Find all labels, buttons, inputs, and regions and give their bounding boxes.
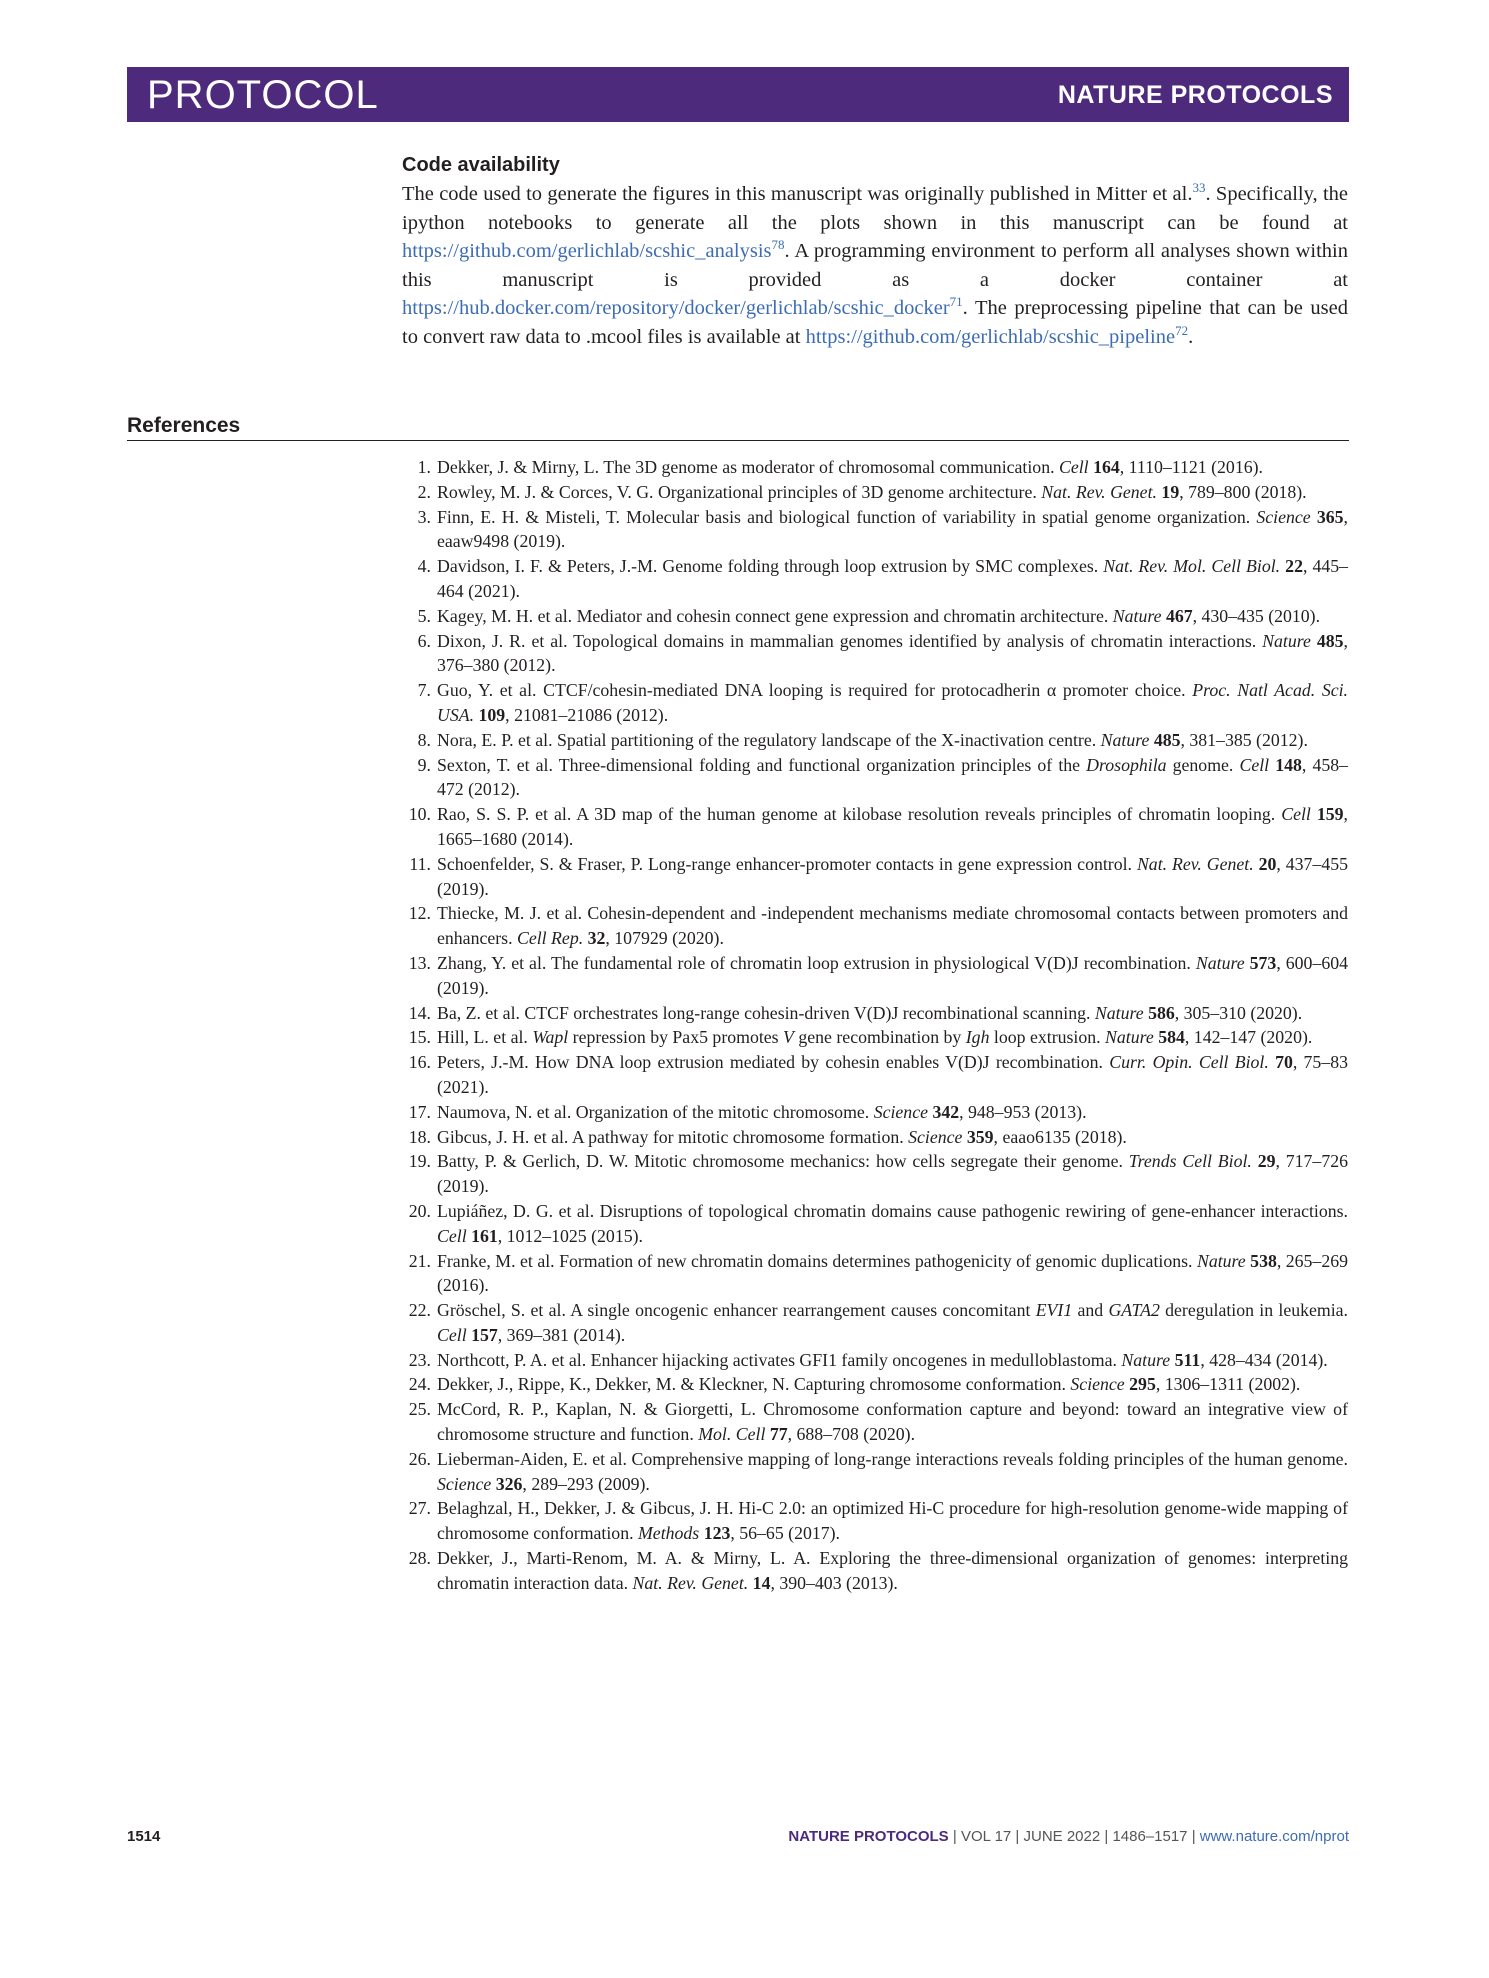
reference-journal: Nature	[1195, 952, 1245, 973]
reference-text: Peters, J.-M. How DNA loop extrusion mediated by cohesin enables V(D)J recombination.	[437, 1052, 1110, 1073]
reference-journal: Science	[873, 1101, 928, 1122]
reference-item	[402, 1546, 1348, 1596]
reference-item	[402, 951, 1348, 1001]
reference-item	[402, 1149, 1348, 1199]
code-text-3: . A programming environment to perform all analyses shown within this manuscript is provided as a docker container at	[402, 240, 1348, 291]
reference-pages-year: , 1012–1025 (2015).	[497, 1225, 643, 1246]
reference-pages-year: , 56–65 (2017).	[730, 1523, 840, 1544]
scshic-pipeline-link[interactable]: https://github.com/gerlichlab/scshic_pipeline	[805, 325, 1176, 348]
reference-journal: Cell	[1058, 457, 1089, 477]
reference-item	[402, 1496, 1348, 1546]
reference-number: 9.	[417, 754, 431, 775]
reference-item	[402, 1100, 1348, 1125]
reference-text: Schoenfelder, S. & Fraser, P. Long-range enhancer-promoter contacts in gene expression control.	[437, 853, 1137, 874]
reference-item	[402, 1199, 1348, 1249]
reference-journal: Nature	[1105, 1027, 1154, 1048]
footer-separator: |	[1187, 1828, 1200, 1845]
reference-journal: Science	[1256, 506, 1311, 527]
reference-list	[402, 455, 1348, 1596]
reference-item	[402, 753, 1348, 803]
code-availability-paragraph	[402, 180, 1348, 352]
reference-text: Lupiáñez, D. G. et al. Disruptions of topological chromatin domains cause pathogenic rewiring of gene-enhancer interactions.	[437, 1200, 1348, 1221]
ref-78-superscript[interactable]	[772, 237, 785, 252]
ref-72-link[interactable]: 72	[1175, 323, 1189, 339]
reference-pages-year: , 107929 (2020).	[605, 928, 724, 949]
reference-journal: Nat. Rev. Mol. Cell Biol.	[1103, 556, 1281, 577]
ref-71-link[interactable]: 71	[949, 294, 963, 310]
reference-pages-year: , 1665–1680 (2014).	[437, 804, 1348, 849]
reference-text: Northcott, P. A. et al. Enhancer hijacking activates GFI1 family oncogenes in medulloblastoma.	[437, 1349, 1122, 1370]
page-footer	[127, 1826, 1349, 1848]
reference-pages-year: , 445–464 (2021).	[437, 556, 1349, 601]
reference-text: Davidson, I. F. & Peters, J.-M. Genome folding through loop extrusion by SMC complexes.	[437, 556, 1104, 577]
reference-pages-year: , 948–953 (2013).	[959, 1101, 1087, 1122]
reference-journal: Nature	[1100, 729, 1150, 750]
reference-volume: 511	[1174, 1349, 1201, 1370]
reference-journal: Nature	[1094, 1002, 1144, 1023]
reference-volume: 586	[1148, 1002, 1175, 1023]
reference-item	[402, 1298, 1348, 1348]
reference-journal: Nature	[1112, 605, 1162, 626]
reference-pages-year: , eaao6135 (2018).	[993, 1126, 1127, 1147]
reference-italic-term: Drosophila	[1086, 754, 1167, 775]
reference-journal: Trends Cell Biol.	[1128, 1151, 1252, 1172]
reference-item	[402, 1050, 1348, 1100]
header-banner	[127, 67, 1349, 122]
reference-text: gene recombination by	[793, 1027, 966, 1048]
reference-number: 8.	[417, 729, 431, 750]
reference-text: Dekker, J., Marti-Renom, M. A. & Mirny, L. A. Exploring the three-dimensional organization of genomes: interpreting chromatin interaction data.	[437, 1548, 1348, 1593]
reference-item	[402, 678, 1348, 728]
ref-33-superscript[interactable]	[1192, 180, 1205, 195]
reference-journal: Nature	[1121, 1349, 1171, 1370]
references-heading: References	[127, 414, 241, 437]
reference-number: 21.	[408, 1250, 431, 1271]
reference-number: 6.	[417, 630, 431, 651]
reference-item	[402, 1001, 1348, 1026]
footer-journal: NATURE PROTOCOLS	[788, 1828, 949, 1845]
reference-journal: Nature	[1262, 630, 1311, 651]
reference-volume: 573	[1249, 952, 1277, 973]
reference-journal: Cell	[437, 1324, 467, 1345]
reference-journal: Proc. Natl Acad. Sci. USA.	[437, 680, 1348, 725]
reference-item	[402, 604, 1348, 629]
reference-pages-year: , 430–435 (2010).	[1192, 605, 1321, 626]
reference-volume: 32	[587, 928, 606, 949]
reference-journal: Science	[437, 1473, 492, 1494]
page-number: 1514	[127, 1828, 161, 1845]
reference-text: Dekker, J. & Mirny, L. The 3D genome as moderator of chromosomal communication.	[437, 457, 1059, 477]
footer-url-link[interactable]: www.nature.com/nprot	[1199, 1828, 1349, 1845]
reference-volume: 467	[1165, 605, 1193, 626]
reference-journal: Cell Rep.	[516, 928, 584, 949]
reference-journal: Nat. Rev. Genet.	[1136, 853, 1254, 874]
reference-pages-year: , 688–708 (2020).	[787, 1424, 916, 1445]
reference-item	[402, 554, 1348, 604]
reference-text: Thiecke, M. J. et al. Cohesin-dependent and -independent mechanisms mediate chromosomal contacts between promoters and enhancers.	[437, 903, 1348, 949]
reference-pages-year: , 369–381 (2014).	[497, 1324, 626, 1345]
reference-volume: 77	[769, 1424, 788, 1445]
reference-text: Belaghzal, H., Dekker, J. & Gibcus, J. H. Hi-C 2.0: an optimized Hi-C procedure for high-resolution genome-wide mapping of chromosome conformation.	[437, 1498, 1348, 1544]
reference-volume: 538	[1250, 1250, 1277, 1271]
reference-pages-year: , 381–385 (2012).	[1180, 729, 1308, 750]
reference-journal: Methods	[637, 1523, 700, 1544]
reference-italic-term: Wapl	[532, 1027, 569, 1048]
reference-pages-year: , 600–604 (2019).	[437, 952, 1349, 998]
section-label: PROTOCOL	[147, 73, 379, 117]
reference-journal: Nat. Rev. Genet.	[1041, 481, 1157, 502]
reference-number: 13.	[408, 952, 431, 973]
reference-pages-year: , 428–434 (2014).	[1200, 1349, 1328, 1370]
code-text-1: The code used to generate the figures in this manuscript was originally published in Mitter et al.	[402, 183, 1193, 205]
reference-italic-term: Igh	[965, 1027, 990, 1048]
reference-pages-year: , 75–83 (2021).	[437, 1052, 1348, 1097]
footer-separator: |	[1011, 1828, 1024, 1845]
reference-item	[402, 455, 1348, 480]
reference-text: Rao, S. S. P. et al. A 3D map of the human genome at kilobase resolution reveals principles of chromatin looping.	[437, 804, 1282, 825]
reference-text: Hill, L. et al.	[437, 1027, 533, 1048]
reference-text: McCord, R. P., Kaplan, N. & Giorgetti, L. Chromosome conformation capture and beyond: toward an integrative view of chromosome structure and function.	[437, 1399, 1348, 1445]
reference-item	[402, 1348, 1348, 1373]
scshic-analysis-link[interactable]: https://github.com/gerlichlab/scshic_analysis	[402, 240, 772, 263]
reference-volume: 485	[1153, 729, 1181, 750]
footer-date: JUNE 2022	[1023, 1828, 1101, 1845]
reference-volume: 365	[1316, 506, 1344, 527]
reference-item	[402, 1249, 1348, 1299]
reference-item	[402, 629, 1348, 679]
reference-item	[402, 728, 1348, 753]
reference-pages-year: , 390–403 (2013).	[770, 1572, 898, 1593]
reference-pages-year: , 458–472 (2012).	[437, 754, 1349, 800]
reference-pages-year: , 1110–1121 (2016).	[1119, 457, 1263, 477]
reference-pages-year: , eaaw9498 (2019).	[437, 506, 1348, 552]
reference-journal: Nature	[1196, 1250, 1246, 1271]
reference-pages-year: , 1306–1311 (2002).	[1155, 1374, 1301, 1395]
reference-text: Franke, M. et al. Formation of new chromatin domains determines pathogenicity of genomic duplications.	[437, 1250, 1197, 1271]
footer-citation	[788, 1826, 1349, 1848]
reference-text: Finn, E. H. & Misteli, T. Molecular basis and biological function of variability in spatial genome organization.	[437, 506, 1257, 527]
ref-33-link[interactable]: 33	[1192, 180, 1206, 196]
reference-number: 15.	[408, 1027, 431, 1048]
reference-text: Sexton, T. et al. Three-dimensional folding and functional organization principles of the	[437, 754, 1087, 775]
reference-item	[402, 901, 1348, 951]
footer-pages: 1486–1517	[1112, 1828, 1188, 1845]
reference-number: 19.	[408, 1151, 431, 1172]
reference-number: 28.	[408, 1548, 431, 1569]
reference-volume: 584	[1158, 1027, 1185, 1048]
reference-pages-year: , 21081–21086 (2012).	[505, 704, 669, 725]
reference-text: Lieberman-Aiden, E. et al. Comprehensive mapping of long-range interactions reveals folding principles of the human genome.	[437, 1448, 1348, 1469]
reference-text: Zhang, Y. et al. The fundamental role of chromatin loop extrusion in physiological V(D)J recombination.	[437, 952, 1196, 973]
reference-text: deregulation in leukemia.	[1159, 1300, 1348, 1321]
reference-journal: Science	[1070, 1374, 1125, 1395]
reference-journal: Mol. Cell	[698, 1424, 766, 1445]
footer-separator: |	[948, 1828, 961, 1845]
reference-number: 4.	[417, 556, 431, 577]
reference-volume: 485	[1316, 630, 1344, 651]
reference-number: 22.	[408, 1300, 431, 1321]
reference-item	[402, 1397, 1348, 1447]
reference-pages-year: , 142–147 (2020).	[1184, 1027, 1313, 1048]
ref-78-link[interactable]: 78	[771, 237, 785, 253]
reference-number: 14.	[408, 1002, 431, 1023]
reference-item	[402, 802, 1348, 852]
reference-text: repression by Pax5 promotes	[568, 1027, 784, 1048]
reference-pages-year: , 717–726 (2019).	[437, 1151, 1348, 1197]
reference-pages-year: , 265–269 (2016).	[437, 1250, 1349, 1296]
references-divider	[127, 440, 1349, 441]
ref-71-superscript[interactable]	[950, 295, 963, 310]
reference-pages-year: , 789–800 (2018).	[1179, 481, 1307, 502]
reference-number: 11.	[409, 853, 431, 874]
reference-italic-term: EVI1	[1035, 1300, 1073, 1321]
reference-text: Rowley, M. J. & Corces, V. G. Organizational principles of 3D genome architecture.	[437, 481, 1042, 502]
reference-italic-term: GATA2	[1108, 1300, 1160, 1321]
code-text-5: .	[1188, 325, 1194, 348]
reference-volume: 159	[1316, 804, 1344, 825]
reference-text: Batty, P. & Gerlich, D. W. Mitotic chromosome mechanics: how cells segregate their genome.	[437, 1151, 1129, 1172]
reference-number: 25.	[408, 1399, 431, 1420]
reference-volume: 161	[471, 1225, 498, 1246]
reference-number: 18.	[408, 1126, 431, 1147]
ref-72-superscript[interactable]	[1175, 323, 1188, 338]
reference-text: and	[1072, 1300, 1109, 1321]
reference-volume: 342	[932, 1101, 960, 1122]
scshic-docker-link[interactable]: https://hub.docker.com/repository/docker/gerlichlab/scshic_docker	[402, 297, 950, 320]
reference-item	[402, 1372, 1348, 1397]
reference-text: Nora, E. P. et al. Spatial partitioning of the regulatory landscape of the X-inactivation centre.	[437, 729, 1101, 750]
reference-pages-year: , 289–293 (2009).	[522, 1473, 650, 1494]
reference-number: 7.	[417, 680, 431, 701]
reference-text: loop extrusion.	[989, 1027, 1106, 1048]
reference-item	[402, 480, 1348, 505]
code-availability-heading: Code availability	[402, 154, 560, 176]
reference-item	[402, 1447, 1348, 1497]
reference-journal: Cell	[1281, 804, 1311, 825]
reference-number: 1.	[417, 457, 431, 477]
reference-number: 5.	[417, 605, 431, 626]
footer-separator: |	[1100, 1828, 1113, 1845]
reference-text: Guo, Y. et al. CTCF/cohesin-mediated DNA looping is required for protocadherin α promoter choice.	[437, 680, 1193, 701]
reference-volume: 20	[1258, 853, 1277, 874]
reference-volume: 70	[1275, 1052, 1293, 1073]
reference-text: Dekker, J., Rippe, K., Dekker, M. & Kleckner, N. Capturing chromosome conformation.	[437, 1374, 1071, 1395]
reference-item	[402, 1125, 1348, 1150]
reference-journal: Cell	[1239, 754, 1270, 775]
reference-number: 27.	[408, 1498, 431, 1519]
reference-pages-year: , 305–310 (2020).	[1174, 1002, 1303, 1023]
reference-journal: Cell	[437, 1225, 467, 1246]
reference-number: 16.	[408, 1052, 431, 1073]
journal-name: NATURE PROTOCOLS	[1057, 81, 1333, 109]
reference-journal: Nat. Rev. Genet.	[632, 1572, 749, 1593]
reference-number: 23.	[408, 1349, 431, 1370]
reference-volume: 148	[1275, 754, 1302, 775]
reference-volume: 22	[1285, 556, 1303, 577]
reference-number: 20.	[408, 1200, 431, 1221]
reference-volume: 157	[471, 1324, 498, 1345]
reference-volume: 123	[703, 1523, 731, 1544]
reference-text: Dixon, J. R. et al. Topological domains in mammalian genomes identified by analysis of chromatin interactions.	[437, 630, 1263, 651]
reference-text: Kagey, M. H. et al. Mediator and cohesin connect gene expression and chromatin architecture.	[437, 605, 1113, 626]
footer-volume: VOL 17	[960, 1828, 1012, 1845]
reference-text: Gröschel, S. et al. A single oncogenic enhancer rearrangement causes concomitant	[437, 1300, 1036, 1321]
reference-volume: 359	[966, 1126, 994, 1147]
reference-pages-year: , 376–380 (2012).	[437, 630, 1348, 676]
reference-volume: 14	[752, 1572, 771, 1593]
reference-volume: 326	[495, 1473, 523, 1494]
reference-volume: 19	[1161, 481, 1180, 502]
reference-number: 12.	[408, 903, 431, 924]
reference-volume: 295	[1129, 1374, 1156, 1395]
reference-volume: 164	[1093, 457, 1120, 477]
reference-pages-year: , 437–455 (2019).	[437, 853, 1348, 899]
reference-text: Gibcus, J. H. et al. A pathway for mitotic chromosome formation.	[437, 1126, 909, 1147]
reference-number: 24.	[408, 1374, 431, 1395]
code-text-4: . The preprocessing pipeline that can be used to convert raw data to .mcool files is available at	[402, 297, 1348, 348]
reference-number: 26.	[408, 1448, 431, 1469]
reference-number: 2.	[417, 481, 431, 502]
reference-number: 3.	[417, 506, 431, 527]
reference-journal: Science	[908, 1126, 963, 1147]
reference-text: Naumova, N. et al. Organization of the mitotic chromosome.	[437, 1101, 874, 1122]
reference-journal: Curr. Opin. Cell Biol.	[1109, 1052, 1269, 1073]
reference-text: Ba, Z. et al. CTCF orchestrates long-range cohesin-driven V(D)J recombinational scanning.	[437, 1002, 1095, 1023]
reference-item	[402, 1025, 1348, 1050]
reference-text: genome.	[1166, 754, 1240, 775]
code-text-2: . Specifically, the ipython notebooks to generate all the plots shown in this manuscript can be found at	[402, 183, 1348, 234]
reference-volume: 109	[478, 704, 506, 725]
reference-volume: 29	[1257, 1151, 1276, 1172]
reference-italic-term: V	[783, 1027, 794, 1048]
reference-number: 17.	[408, 1101, 431, 1122]
reference-number: 10.	[408, 804, 431, 825]
reference-item	[402, 505, 1348, 555]
reference-item	[402, 852, 1348, 902]
